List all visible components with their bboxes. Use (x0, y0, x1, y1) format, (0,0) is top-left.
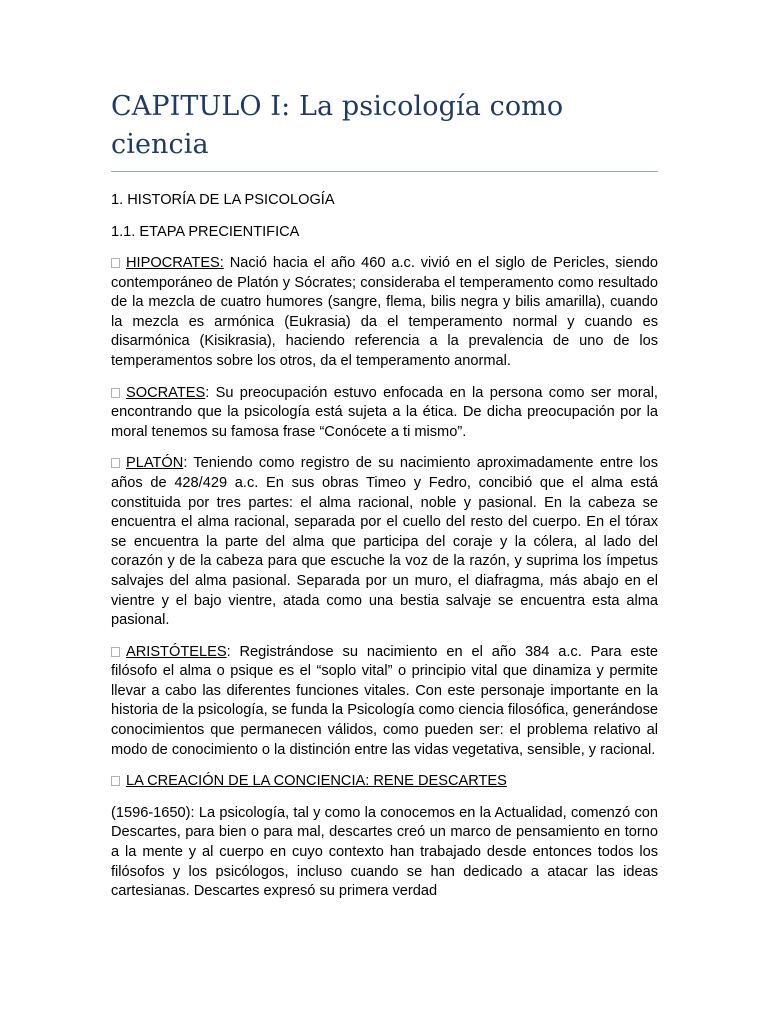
paragraph-aristoteles (111, 643, 658, 761)
entry-name-descartes: LA CREACIÓN DE LA CONCIENCIA: RENE DESCARTES (126, 773, 507, 790)
checkbox-bullet-icon (111, 258, 120, 268)
entry-text-platon: : Teniendo como registro de su nacimiento aproximadamente entre los años de 428/429 a.c. En sus obras Timeo y Fedro, concibió que el alma está constituida por tres partes: el alma racional, noble y pasional. En la cabeza se encuentra el alma racional, separada por el cuello del resto del cuerpo. En el tórax se encuentra la parte del alma que participa del coraje y la cólera, al lado del corazón y de la cabeza para que escuche la voz de la razón, y suprima los ímpetus salvajes del alma pasional. Separada por un muro, el diafragma, más abajo en el vientre y el bajo vientre, atada como una bestia salvaje se encuentra esta alma pasional. (111, 455, 658, 629)
subsection-heading-prescientific: 1.1. ETAPA PRECIENTIFICA (111, 224, 300, 240)
paragraph-descartes: (1596-1650): La psicología, tal y como la conocemos en la Actualidad, comenzó con Descartes, para bien o para mal, descartes creó un marco de pensamiento en torno a la mente y al cuerpo en cuyo contexto han trabajado desde entonces todos los filósofos y los psicólogos, incluso cuando se han dedicado a atacar las ideas cartesianas. Descartes expresó su primera verdad (111, 804, 658, 900)
paragraph-hipocrates (111, 254, 658, 372)
entry-text-socrates: : Su preocupación estuvo enfocada en la persona como ser moral, encontrando que la psicología está sujeta a la ética. De dicha preocupación por la moral tenemos su famosa frase “Conócete a ti mismo”. (111, 384, 658, 440)
checkbox-bullet-icon (111, 776, 120, 786)
checkbox-bullet-icon (111, 647, 120, 657)
entry-text-aristoteles: : Registrándose su nacimiento en el año 384 a.c. Para este filósofo el alma o psique es el “soplo vital” o principio vital que dinamiza y permite llevar a cabo las diferentes funciones vitales. Con este personaje importante en la historia de la psicología, se funda la Psicología como ciencia filosófica, generándose conocimientos que permanecen válidos, como pueden ser: el problema relativo al modo de conocimiento o la distinción entre las vidas vegetativa, sensible, y racional. (111, 643, 658, 758)
title-underline-rule (111, 171, 658, 172)
paragraph-descartes-heading (111, 772, 658, 792)
document-page (111, 0, 658, 902)
entry-name-hipocrates: HIPOCRATES: (126, 255, 224, 271)
paragraph-platon (111, 454, 658, 630)
entry-name-aristoteles: ARISTÓTELES (126, 643, 227, 660)
paragraph-socrates (111, 384, 658, 443)
entry-text-hipocrates: Nació hacia el año 460 a.c. vivió en el siglo de Pericles, siendo contemporáneo de Platón y Sócrates; consideraba el temperamento como resultado de la mezcla de cuatro humores (sangre, flema, bilis negra y bilis amarilla), cuando la mezcla es armónica (Eukrasia) da el temperamento normal y cuando es disarmónica (Kisikrasia), haciendo referencia a la prevalencia de uno de los temperamentos sobre los otros, da el temperamento anormal. (111, 255, 658, 369)
entry-name-socrates: SOCRATES (126, 384, 206, 401)
entry-name-platon: PLATÓN (126, 455, 184, 472)
section-heading-history: 1. HISTORÍA DE LA PSICOLOGÍA (111, 192, 335, 208)
checkbox-bullet-icon (111, 458, 120, 468)
checkbox-bullet-icon (111, 388, 120, 398)
page-title: CAPITULO I: La psicología como ciencia (111, 91, 564, 160)
